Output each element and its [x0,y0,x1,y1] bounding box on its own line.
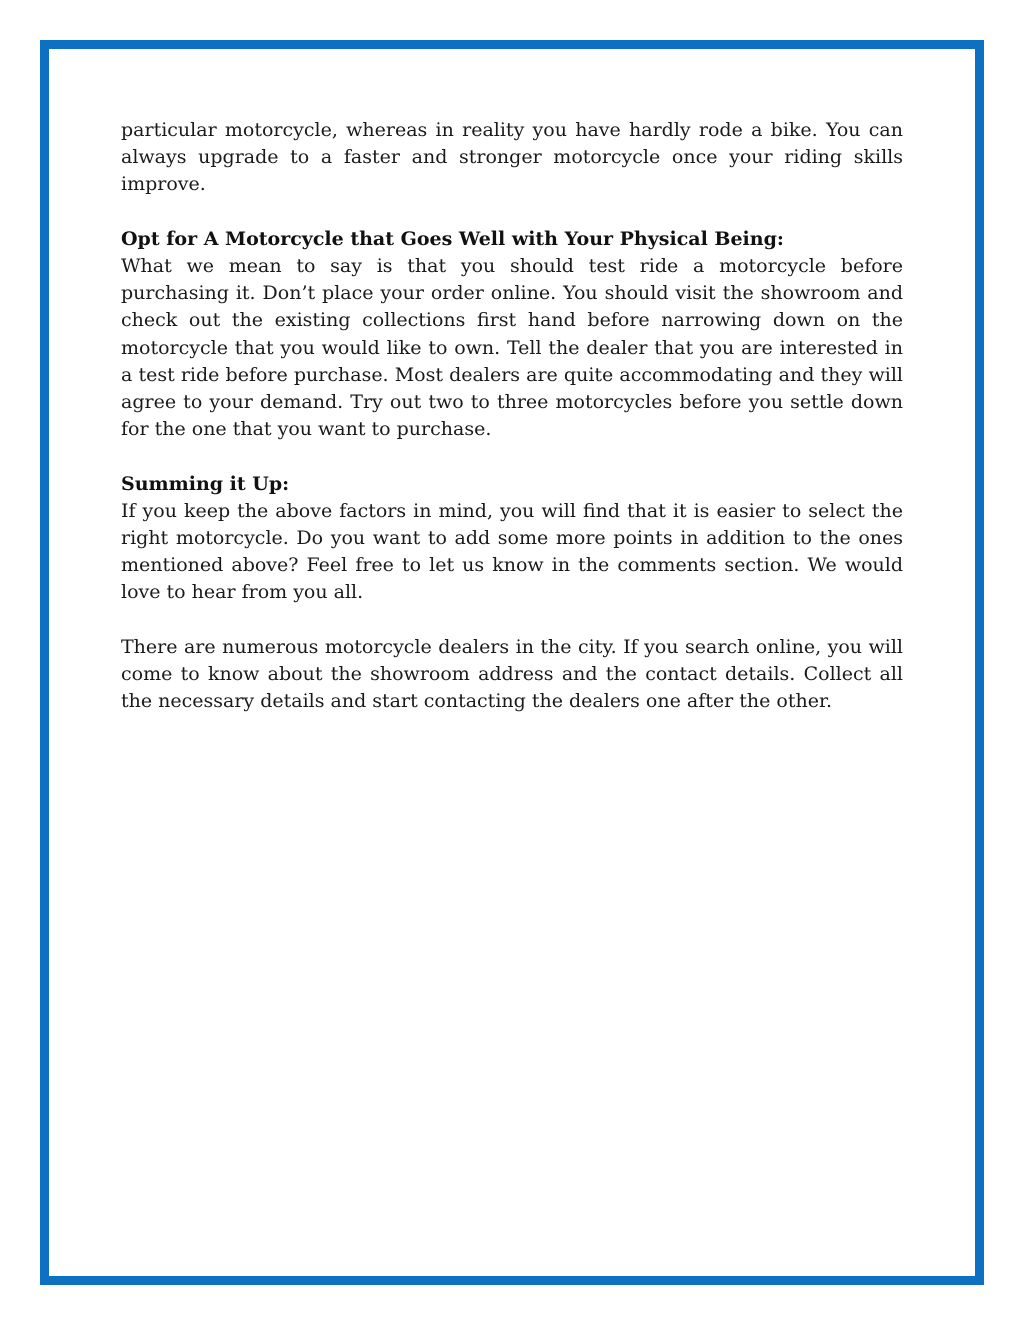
section-body-physical-fit: What we mean to say is that you should test ride a motorcycle before purchasing it. Don’t place your order online. You should visit the showroom and check out the existing collections first hand before narrowing down on the motorcycle that you would like to own. Tell the dealer that you are interested in a test ride before purchase. Most dealers are quite accommodating and they will agree to your demand. Try out two to three motorcycles before you settle down for the one that you want to purchase. [121,255,903,441]
section-body-summing-up: If you keep the above factors in mind, you will find that it is easier to select the right motorcycle. Do you want to add some more points in addition to the ones mentioned above? Feel free to let us know in the comments section. We would love to hear from you all. [121,499,903,604]
paragraph-spacer [121,443,903,470]
closing-paragraph: There are numerous motorcycle dealers in the city. If you search online, you will come to know about the showroom address and the contact details. Collect all the necessary details and start contacting the dealers one after the other. [121,635,903,713]
section-heading-summing-up: Summing it Up: [121,472,290,495]
intro-paragraph: particular motorcycle, whereas in reality you have hardly rode a bike. You can always upgrade to a faster and stronger motorcycle once your riding skills improve. [121,119,903,196]
paragraph-spacer [121,607,903,634]
section-heading-physical-fit: Opt for A Motorcycle that Goes Well with Your Physical Being: [121,227,784,250]
paragraph-spacer [121,199,903,226]
document-body [121,117,903,715]
